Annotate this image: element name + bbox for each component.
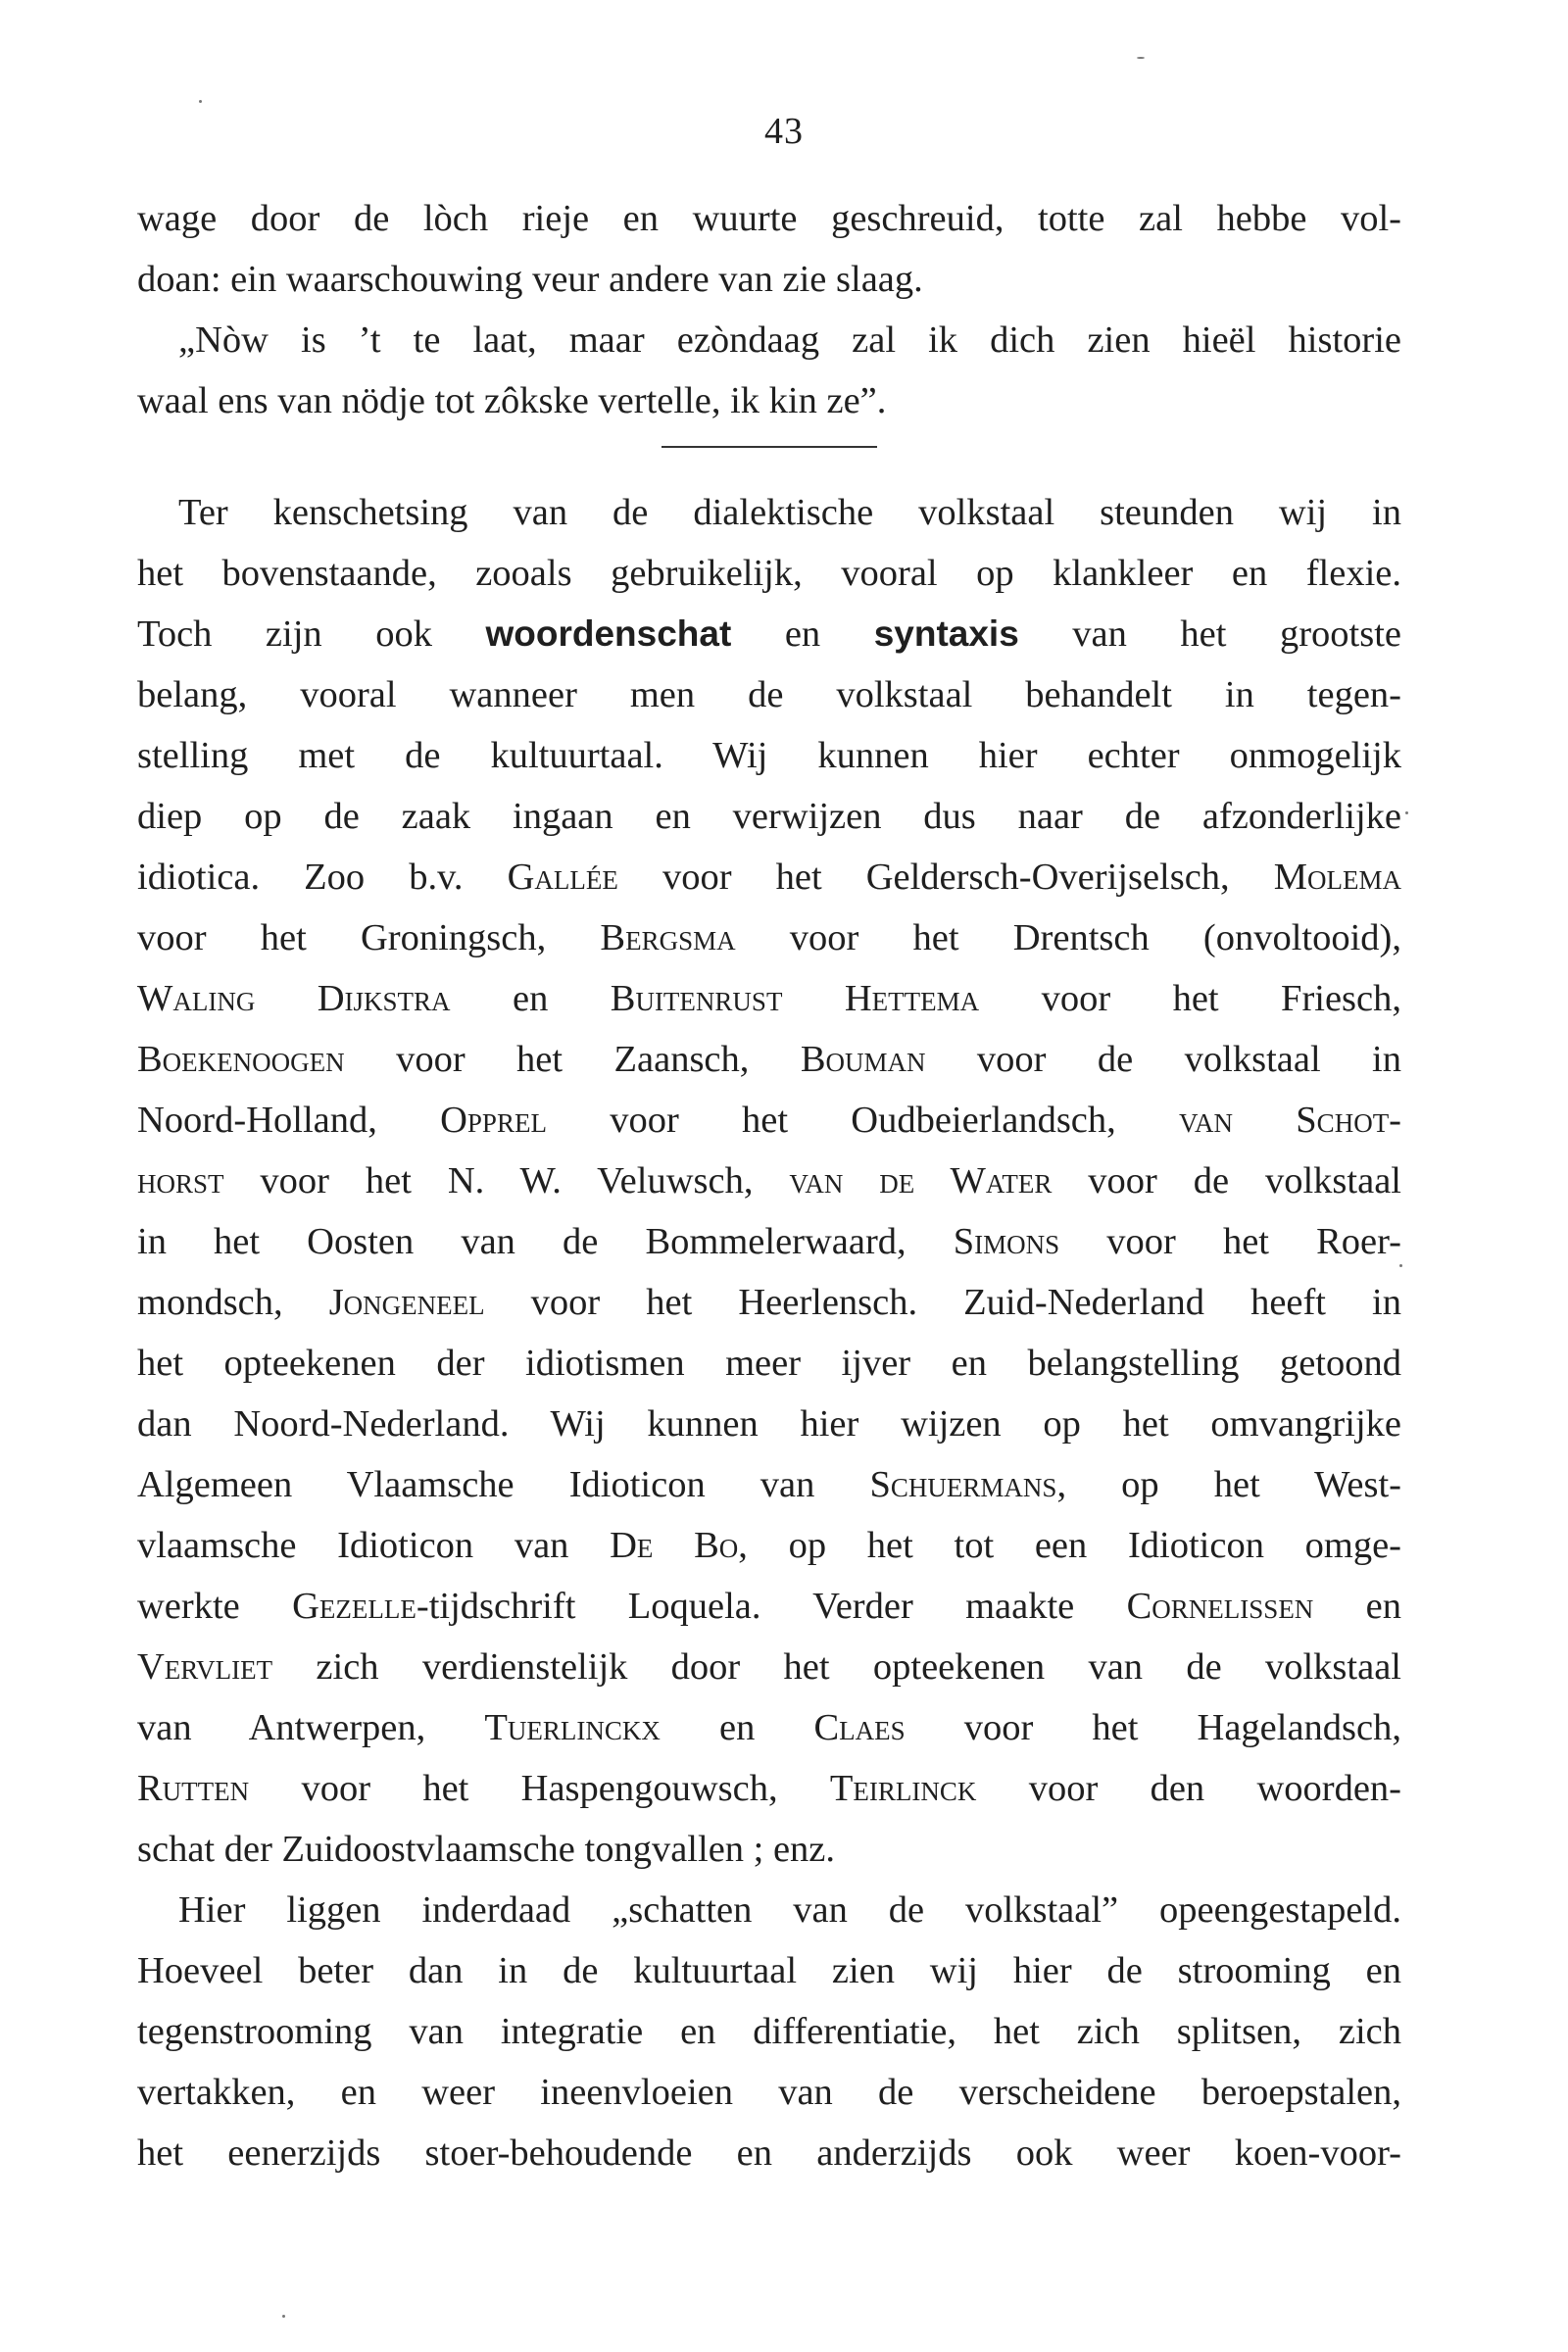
author-name: Rutten	[137, 1768, 250, 1809]
text-line	[137, 1637, 1401, 1697]
text-span: Toch zijn ook	[137, 613, 486, 655]
text-span: idiotica. Zoo b.v.	[137, 857, 508, 898]
text-span: , op het West-	[1056, 1464, 1401, 1505]
author-name: Waling Dijkstra	[137, 978, 451, 1019]
scan-speck	[1137, 57, 1145, 59]
text-line: Ter kenschetsing van de dialektische volkstaal steunden wij in	[178, 492, 1401, 533]
text-line: waal ens van nödje tot zôkske vertelle, ik kin ze”.	[137, 380, 887, 421]
text-span: Noord-Holland,	[137, 1100, 441, 1141]
text-line: schat der Zuidoostvlaamsche tongvallen ; enz.	[137, 1829, 836, 1870]
bold-term-woordenschat: woordenschat	[485, 613, 732, 654]
dialect-quote-paragraph	[137, 188, 1401, 431]
text-line: het eenerzijds stoer-behoudende en anderzijds ook weer koen-voor-	[137, 2132, 1401, 2174]
text-line	[137, 1515, 1401, 1576]
text-line: tegenstrooming van integratie en differentiatie, het zich splitsen, zich	[137, 2011, 1401, 2052]
author-name: Bouman	[800, 1039, 926, 1080]
text-span: en	[1313, 1586, 1401, 1627]
text-span: Algemeen Vlaamsche Idioticon van	[137, 1464, 870, 1505]
author-name: Buitenrust Hettema	[610, 978, 980, 1019]
text-line: Hier liggen inderdaad „schatten van de volkstaal” opeengestapeld.	[178, 1889, 1401, 1931]
page-number: 43	[764, 111, 804, 152]
text-span: -tijdschrift Loquela. Verder maakte	[416, 1586, 1127, 1627]
text-line: doan: ein waarschouwing veur andere van zie slaag.	[137, 259, 923, 300]
text-span: voor het N. W. Veluwsch,	[223, 1160, 790, 1201]
text-span: voor het Roer-	[1059, 1221, 1401, 1262]
text-line: het bovenstaande, zooals gebruikelijk, vooral op klankleer en flexie.	[137, 553, 1401, 594]
text-line	[137, 1758, 1401, 1819]
text-span: en	[660, 1707, 814, 1748]
text-line: diep op de zaak ingaan en verwijzen dus naar de afzonderlijke	[137, 796, 1401, 837]
text-span: en	[731, 613, 874, 655]
author-name: Opprel	[440, 1100, 547, 1141]
text-span: werkte	[137, 1586, 293, 1627]
section-divider	[662, 446, 877, 448]
author-name: Claes	[813, 1707, 906, 1748]
text-line: wage door de lòch rieje en wuurte geschreuid, totte zal hebbe vol-	[137, 198, 1401, 239]
text-span: voor het Heerlensch. Zuid-Nederland heeft in	[484, 1282, 1401, 1323]
text-span: , op het tot een Idioticon omge-	[738, 1525, 1401, 1566]
author-name: Vervliet	[137, 1646, 273, 1688]
author-name: Teirlinck	[829, 1768, 977, 1809]
bold-term-syntaxis: syntaxis	[873, 613, 1019, 654]
text-span: mondsch,	[137, 1282, 329, 1323]
text-span: vlaamsche Idioticon van	[137, 1525, 611, 1566]
author-name: van de Water	[789, 1160, 1053, 1201]
scan-speck	[199, 100, 202, 103]
text-span: voor het Haspengouwsch,	[249, 1768, 830, 1809]
text-line	[137, 847, 1401, 907]
text-line: Hoeveel beter dan in de kultuurtaal zien wij hier de strooming en	[137, 1950, 1401, 1991]
text-span: en	[450, 978, 611, 1019]
paragraph-schatten	[137, 1880, 1401, 2183]
author-name: Gallée	[507, 857, 618, 898]
author-name: Schuermans	[869, 1464, 1057, 1505]
text-line	[137, 907, 1401, 968]
author-name: Cornelissen	[1126, 1586, 1314, 1627]
text-line	[137, 1454, 1401, 1515]
text-span: van het grootste	[1018, 613, 1401, 655]
text-span: voor de volkstaal in	[925, 1039, 1402, 1080]
main-text-section	[137, 482, 1401, 2183]
text-span: voor het Groningsch,	[137, 917, 601, 958]
text-line	[137, 1272, 1401, 1333]
author-name: Jongeneel	[328, 1282, 485, 1323]
text-line	[137, 1151, 1401, 1211]
text-span: van Antwerpen,	[137, 1707, 485, 1748]
text-span: voor het Zaansch,	[344, 1039, 801, 1080]
scan-speck	[1399, 1264, 1402, 1267]
text-span: voor het Oudbeierlandsch,	[546, 1100, 1180, 1141]
author-name: Tuerlinckx	[484, 1707, 661, 1748]
author-name: van Schot-	[1179, 1100, 1402, 1141]
text-line: het opteekenen der idiotismen meer ijver en belangstelling getoond	[137, 1343, 1401, 1384]
text-line: vertakken, en weer ineenvloeien van de verscheidene beroepstalen,	[137, 2072, 1401, 2113]
scan-speck	[1405, 811, 1408, 814]
text-span: voor het Hagelandsch,	[905, 1707, 1402, 1748]
text-line: stelling met de kultuurtaal. Wij kunnen hier echter onmogelijk	[137, 735, 1401, 776]
text-line	[137, 1211, 1401, 1272]
text-span: voor het Geldersch-Overijselsch,	[617, 857, 1274, 898]
text-line	[137, 1576, 1401, 1637]
author-name: horst	[137, 1160, 224, 1201]
author-name: De Bo	[610, 1525, 739, 1566]
paragraph-woordenschat	[137, 482, 1401, 1880]
author-name: Bergsma	[600, 917, 736, 958]
text-span: voor het Friesch,	[979, 978, 1402, 1019]
author-name: Molema	[1273, 857, 1401, 898]
dialect-quote-section	[137, 188, 1401, 431]
author-name: Simons	[953, 1221, 1060, 1262]
text-span: voor de volkstaal	[1052, 1160, 1401, 1201]
text-line: belang, vooral wanneer men de volkstaal behandelt in tegen-	[137, 674, 1401, 715]
text-span: zich verdienstelijk door het opteekenen van de volkstaal	[272, 1646, 1401, 1688]
author-name: Gezelle	[292, 1586, 416, 1627]
text-line: dan Noord-Nederland. Wij kunnen hier wijzen op het omvangrijke	[137, 1403, 1401, 1445]
scan-speck	[282, 2315, 285, 2318]
author-name: Boekenoogen	[137, 1039, 345, 1080]
text-line	[137, 1029, 1401, 1090]
text-line: „Nòw is ’t te laat, maar ezòndaag zal ik dich zien hieël historie	[178, 319, 1401, 361]
text-span: voor den woorden-	[976, 1768, 1401, 1809]
text-span: voor het Drentsch (onvoltooid),	[735, 917, 1401, 958]
text-line	[137, 1090, 1401, 1151]
text-line	[137, 1697, 1401, 1758]
text-line	[137, 968, 1401, 1029]
text-line	[137, 604, 1401, 664]
text-span: in het Oosten van de Bommelerwaard,	[137, 1221, 954, 1262]
